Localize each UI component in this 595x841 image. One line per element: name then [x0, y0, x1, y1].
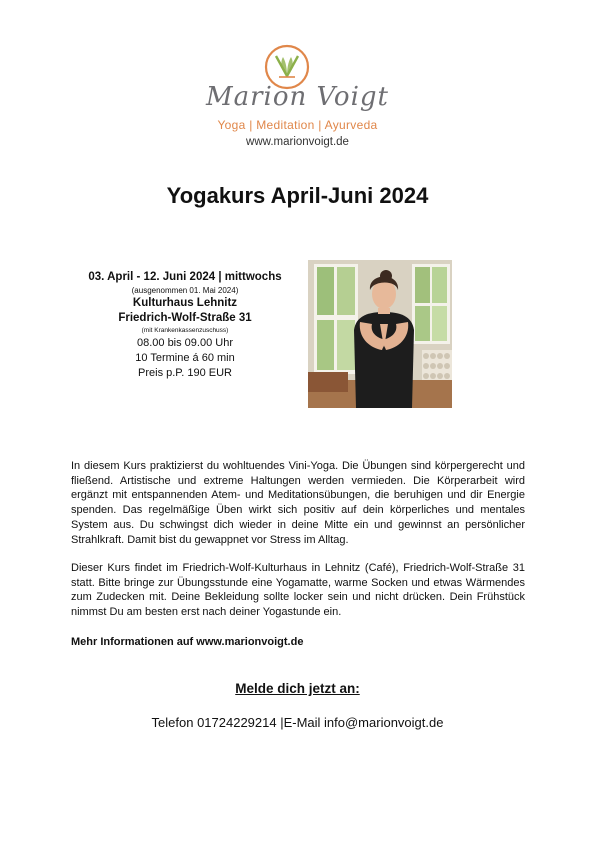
location-paragraph: Dieser Kurs findet im Friedrich-Wolf-Kulturhaus in Lehnitz (Café), Friedrich-Wolf-Straße 31 statt. Bitte bringe zur Übungsstunde eine Yogamatte, warme Socken und etwas Wärmendes zum Zudecken mit. Deine Bekleidung sollte locker sein und nicht drücken. Dein Frühstück nimmst Du am besten erst nach deiner Yogastunde ein. [71, 562, 525, 619]
contact-line: Telefon 01724229214 |E-Mail info@marionvoigt.de [151, 715, 444, 730]
logo-name: Marion Voigt [206, 82, 389, 112]
yoga-instructor-photo [308, 260, 452, 408]
page-title: Yogakurs April-Juni 2024 [166, 183, 429, 208]
course-sessions: 10 Termine á 60 min [135, 352, 235, 364]
course-exception: (ausgenommen 01. Mai 2024) [131, 286, 239, 295]
course-street: Friedrich-Wolf-Straße 31 [118, 312, 252, 324]
course-venue: Kulturhaus Lehnitz [132, 297, 238, 309]
logo-url: www.marionvoigt.de [246, 136, 349, 148]
course-price: Preis p.P. 190 EUR [138, 367, 232, 379]
description-paragraph: In diesem Kurs praktizierst du wohltuendes Vini-Yoga. Die Übungen sind körpergerecht und fließend. Artistische und extreme Haltungen werden vermieden. Die Körperarbeit wird ergänzt mit entspannenden Atem- und Meditationsübungen, die beruhigen und dir Energie spenden. Das regelmäßige Üben wirkt sich positiv auf dein körperliches und mentales System aus. Du schwingst dich wieder in deine Mitte ein und gewinnst an persönlicher Strahlkraft. Damit bist du gewappnet vor Stress im Alltag. [71, 460, 525, 546]
course-dates: 03. April - 12. Juni 2024 | mittwochs [88, 271, 282, 283]
course-time: 08.00 bis 09.00 Uhr [136, 337, 233, 349]
course-info [80, 270, 290, 381]
logo-tagline: Yoga | Meditation | Ayurveda [217, 118, 378, 132]
more-info-link: Mehr Informationen auf www.marionvoigt.de [71, 636, 304, 648]
signup-heading: Melde dich jetzt an: [235, 681, 360, 696]
course-subsidy: (mit Krankenkassenzuschuss) [141, 327, 229, 334]
